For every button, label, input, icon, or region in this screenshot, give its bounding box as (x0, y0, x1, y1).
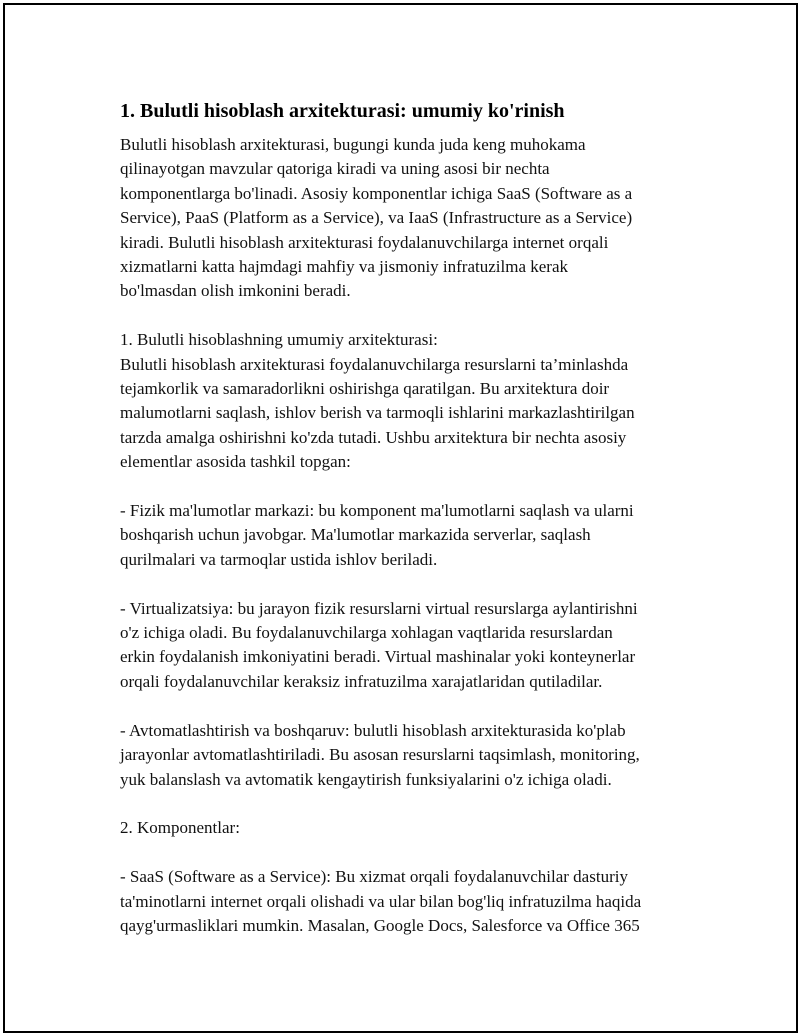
paragraph-architecture: 1. Bulutli hisoblashning umumiy arxitekturasi: Bulutli hisoblash arxitekturasi foydalanuvchilarga resurslarni ta’minlashda tejamkorlik va samaradorlikni oshirishga qaratilgan. Bu arxitektura doir malumotlarni saqlash, ishlov berish va tarmoqli ishlarini markazlashtirilgan tarzda amalga oshirishni ko'zda tutadi. Ushbu arxitektura bir nechta asosiy elementlar asosida tashkil topgan: (120, 330, 635, 472)
document-body (120, 97, 700, 938)
paragraph-saas: - SaaS (Software as a Service): Bu xizmat orqali foydalanuvchilar dasturiy ta'minotlarni internet orqali olishadi va ular bilan bog'liq infratuzilma haqida qayg'urmasliklari mumkin. Masalan, Google Docs, Salesforce va Office 365 (120, 867, 642, 935)
section-heading-components: 2. Komponentlar: (120, 818, 240, 838)
paragraph-automation: - Avtomatlashtirish va boshqaruv: bulutli hisoblash arxitekturasida ko'plab jarayonlar avtomatlashtiriladi. Bu asosan resurslarni taqsimlash, monitoring, yuk balanslash va avtomatik kengaytirish funksiyalarini o'z ichiga oladi. (120, 720, 640, 789)
document-title: 1. Bulutli hisoblash arxitekturasi: umumiy ko'rinish (120, 100, 565, 122)
paragraph-gap (120, 694, 700, 718)
paragraph-gap (120, 841, 700, 865)
paragraph-data-center: - Fizik ma'lumotlar markazi: bu komponent ma'lumotlarni saqlash va ularni boshqarish uchun javobgar. Ma'lumotlar markazida serverlar, saqlash qurilmalari va tarmoqlar ustida ishlov beriladi. (120, 501, 634, 569)
paragraph-intro: Bulutli hisoblash arxitekturasi, bugungi kunda juda keng muhokama qilinayotgan mavzular qatoriga kiradi va uning asosi bir nechta komponentlarga bo'linadi. Asosiy komponentlar ichiga SaaS (Software as a Service), PaaS (Platform as a Service), va IaaS (Infrastructure as a Service) kiradi. Bulutli hisoblash arxitekturasi foydalanuvchilarga internet orqali xizmatlarni katta hajmdagi mahfiy va jismoniy infratuzilma kerak bo'lmasdan olish imkonini beradi. (120, 135, 633, 301)
paragraph-gap (120, 792, 700, 816)
paragraph-gap (120, 572, 700, 596)
paragraph-gap (120, 475, 700, 499)
page (3, 3, 798, 1033)
paragraph-virtualization: - Virtualizatsiya: bu jarayon fizik resurslarni virtual resurslarga aylantirishni o'z ichiga oladi. Bu foydalanuvchilarga xohlagan vaqtlarida resurslardan erkin foydalanish imkoniyatini beradi. Virtual mashinalar yoki konteynerlar orqali foydalanuvchilar keraksiz infratuzilma xarajatlaridan qutiladilar. (120, 598, 638, 691)
paragraph-gap (120, 304, 700, 328)
